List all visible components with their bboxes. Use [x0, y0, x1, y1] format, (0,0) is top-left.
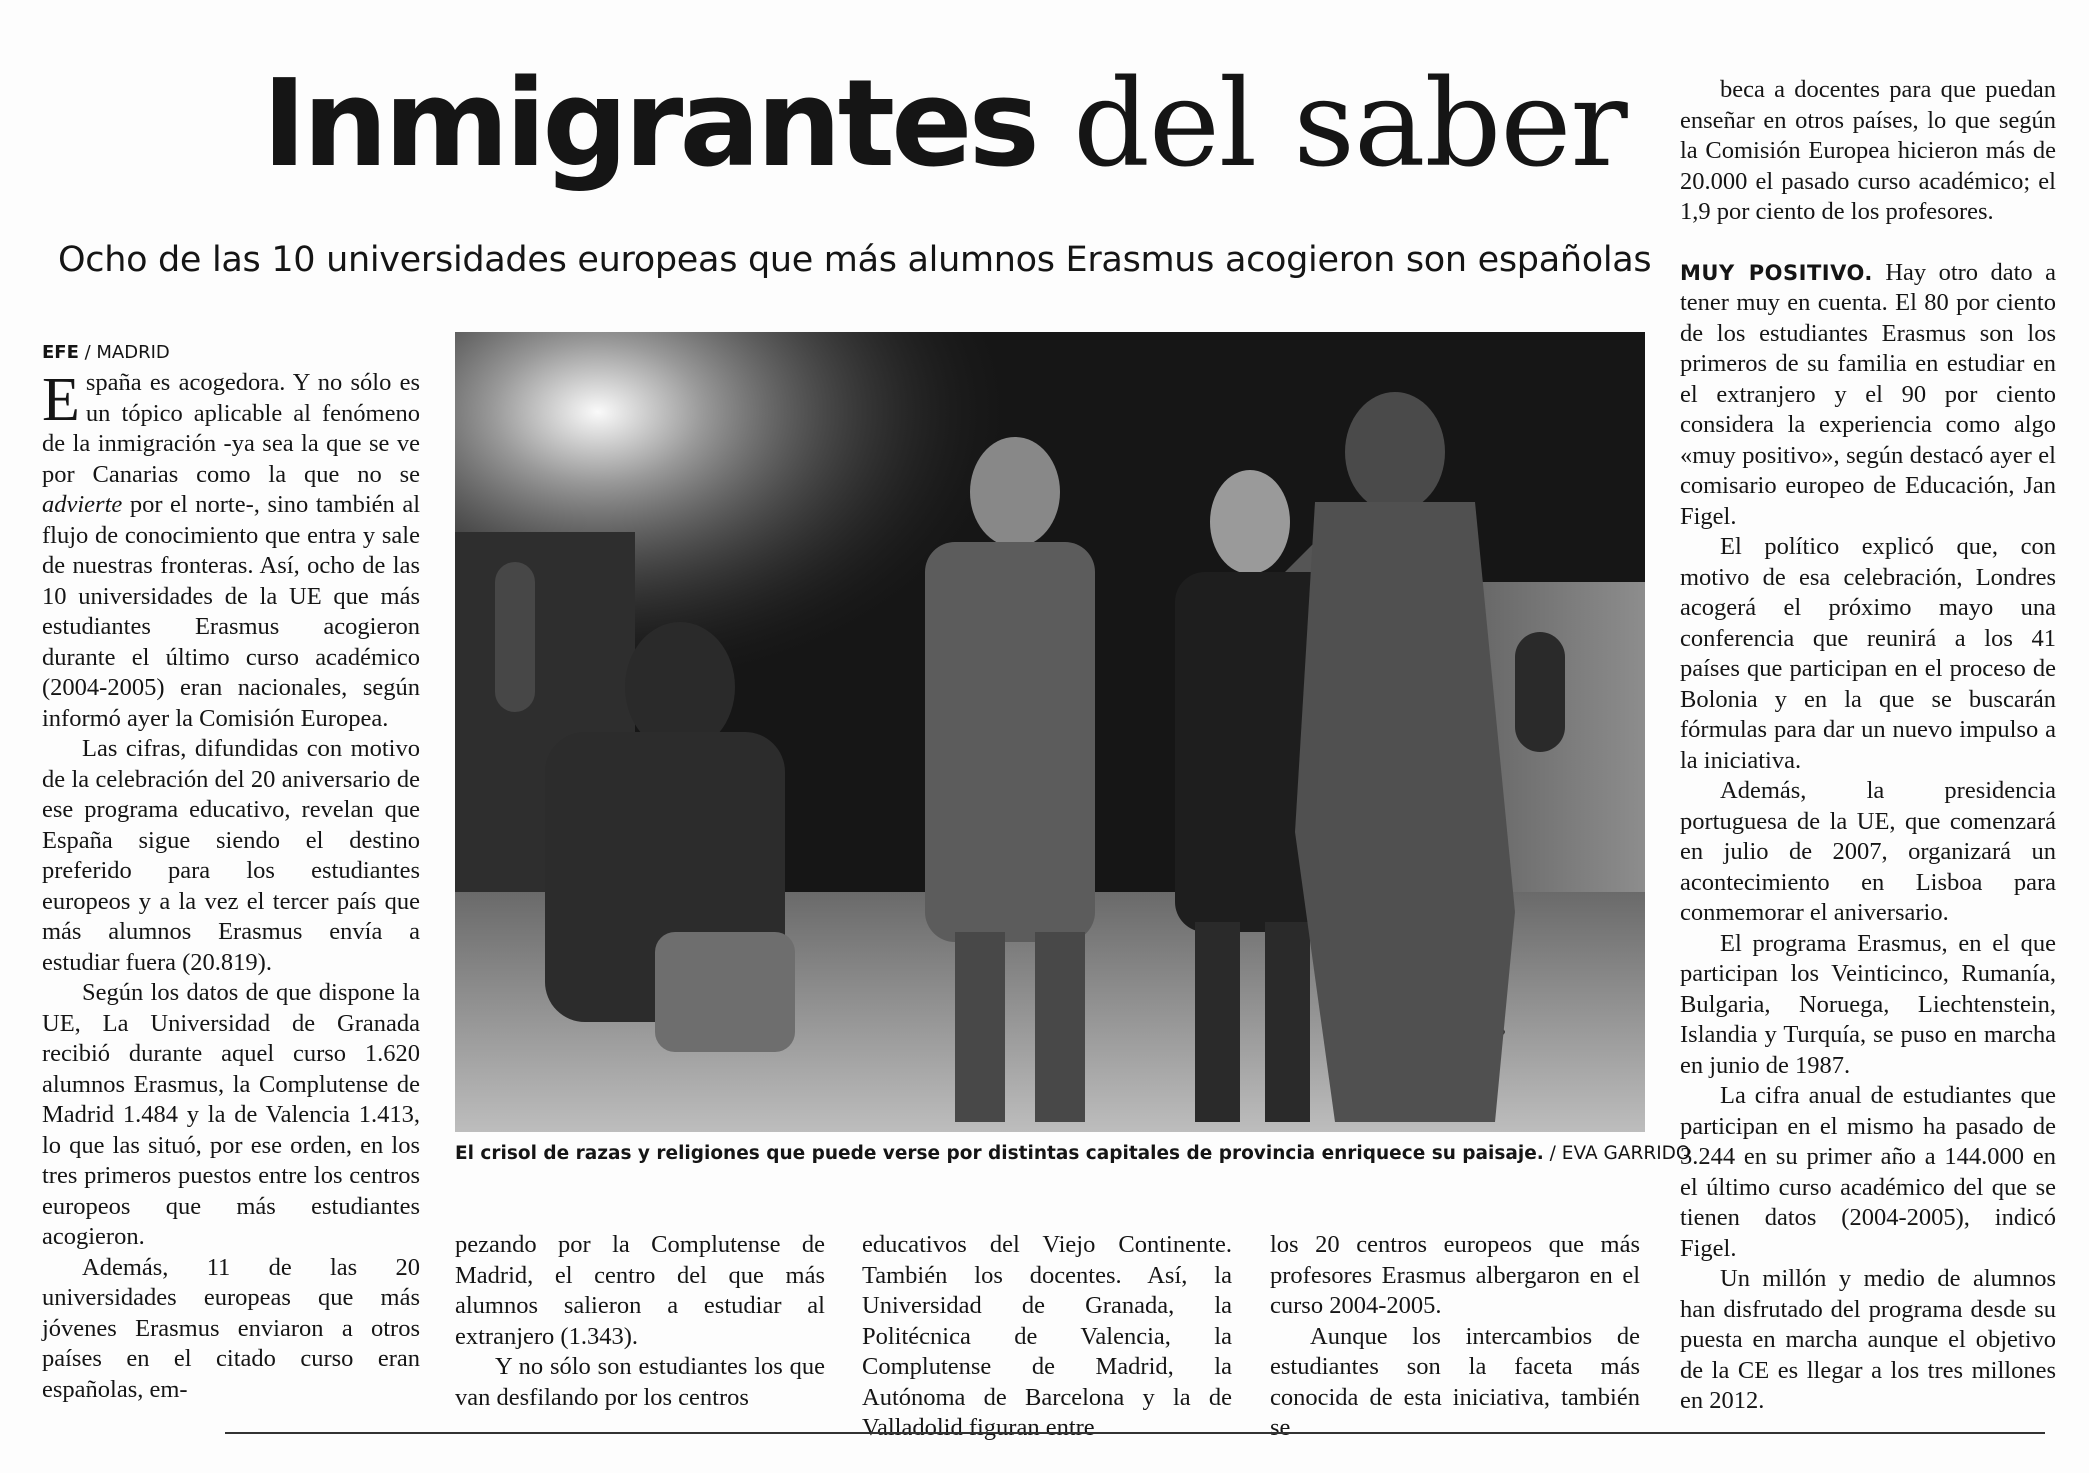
column-2: [455, 1230, 825, 1413]
paragraph: Según los datos de que dispone la UE, La Universidad de Granada recibió durante aquel curso 1.620 alumnos Erasmus, la Complutense de Madrid 1.484 y la de Valencia 1.413, lo que las situó, por ese orden, en los tres primeros puestos entre los centros europeos que más estudiantes acogieron.: [42, 979, 420, 1250]
caption-credit: / EVA GARRIDO: [1543, 1143, 1691, 1164]
subtitle: Ocho de las 10 universidades europeas que más alumnos Erasmus acogieron son españolas: [58, 240, 1652, 280]
paragraph: [42, 368, 420, 734]
caption-text: El crisol de razas y religiones que puede verse por distintas capitales de provincia enriquece su paisaje.: [455, 1143, 1544, 1164]
paragraph: Y no sólo son estudiantes los que van desfilando por los centros: [455, 1353, 825, 1411]
paragraph-text: por el norte-, sino también al flujo de conocimiento que entra y sale de nuestras fronteras. Así, ocho de las 10 universidades de la UE que más estudiantes Erasmus acogieron durante el último curso académico (2004-2005) eran nacionales, según informó ayer la Comisión Europea.: [42, 491, 420, 732]
headline-regular: del saber: [1073, 55, 1627, 194]
byline-city: MADRID: [96, 342, 170, 363]
italic-word: advierte: [42, 491, 123, 518]
paragraph: [1680, 258, 2056, 533]
section-lead: MUY POSITIVO.: [1680, 260, 1873, 285]
headline-bold: Inmigrantes: [262, 55, 1036, 194]
byline-agency: EFE: [42, 342, 79, 363]
paragraph: El político explicó que, con motivo de esa celebración, Londres acogerá el próximo mayo una conferencia que reunirá a los 41 países que participan en el proceso de Bolonia y en la que se buscarán fórmulas para dar un nuevo impulso a la iniciativa.: [1680, 533, 2056, 774]
paragraph: Las cifras, difundidas con motivo de la celebración del 20 aniversario de ese programa educativo, revelan que España sigue siendo el destino preferido para los estudiantes europeos y a la vez el tercer país que más alumnos Erasmus envía a estudiar fuera (20.819).: [42, 735, 420, 976]
paragraph: Aunque los intercambios de estudiantes son la faceta más conocida de esta iniciativa, también se: [1270, 1322, 1640, 1441]
headline: [262, 55, 1627, 194]
paragraph: Además, 11 de las 20 universidades europeas que más jóvenes Erasmus enviaron a otros países en el citado curso eran españolas, em-: [42, 1253, 420, 1403]
paragraph: educativos del Viejo Continente. También los docentes. Así, la Universidad de Granada, la Politécnica de Valencia, la Complutense de Madrid, la Autónoma de Barcelona y la de Valladolid figuran entre: [862, 1231, 1232, 1441]
photo-students-cathedral: [455, 332, 1645, 1132]
paragraph: Además, la presidencia portuguesa de la UE, que comenzará en julio de 2007, organizará un acontecimiento en Lisboa para conmemorar el aniversario.: [1680, 777, 2056, 926]
paragraph-text: Hay otro dato a tener muy en cuenta. El 80 por ciento de los estudiantes Erasmus son los primeros de su familia en estudiar en el extranjero y el 90 por ciento considera la experiencia como algo «muy positivo», según destacó ayer el comisario europeo de Educación, Jan Figel.: [1680, 258, 2057, 530]
column-3: [862, 1230, 1232, 1444]
photo-caption: [455, 1141, 1691, 1167]
paragraph: los 20 centros europeos que más profesores Erasmus albergaron en el curso 2004-2005.: [1270, 1231, 1640, 1319]
paragraph: beca a docentes para que puedan enseñar en otros países, lo que según la Comisión Europea hicieron más de 20.000 el pasado curso académico; el 1,9 por ciento de los profesores.: [1680, 76, 2056, 225]
news-photo: [455, 332, 1645, 1132]
paragraph: pezando por la Complutense de Madrid, el centro del que más alumnos salieron a estudiar al extranjero (1.343).: [455, 1231, 825, 1350]
paragraph: El programa Erasmus, en el que participan los Veinticinco, Rumanía, Bulgaria, Noruega, Liechtenstein, Islandia y Turquía, se puso en marcha en junio de 1987.: [1680, 929, 2056, 1079]
column-1: [42, 340, 420, 1405]
bottom-rule: [225, 1432, 2045, 1434]
column-5: [1680, 75, 2056, 1417]
drop-cap: E: [42, 366, 80, 434]
column-4: [1270, 1230, 1640, 1444]
paragraph-text: spaña es acogedora. Y no sólo es un tópico aplicable al fenómeno de la inmigración -ya sea la que se ve por Canarias como la que no se: [42, 369, 420, 488]
byline: [42, 340, 420, 366]
byline-separator: /: [78, 342, 97, 363]
paragraph: La cifra anual de estudiantes que participan en el mismo ha pasado de 3.244 en su primer año a 144.000 en el último curso académico del que se tienen datos (2004-2005), indicó Figel.: [1680, 1082, 2056, 1262]
paragraph: Un millón y medio de alumnos han disfrutado del programa desde su puesta en marcha aunque el objetivo de la CE es llegar a los tres millones en 2012.: [1680, 1265, 2056, 1414]
